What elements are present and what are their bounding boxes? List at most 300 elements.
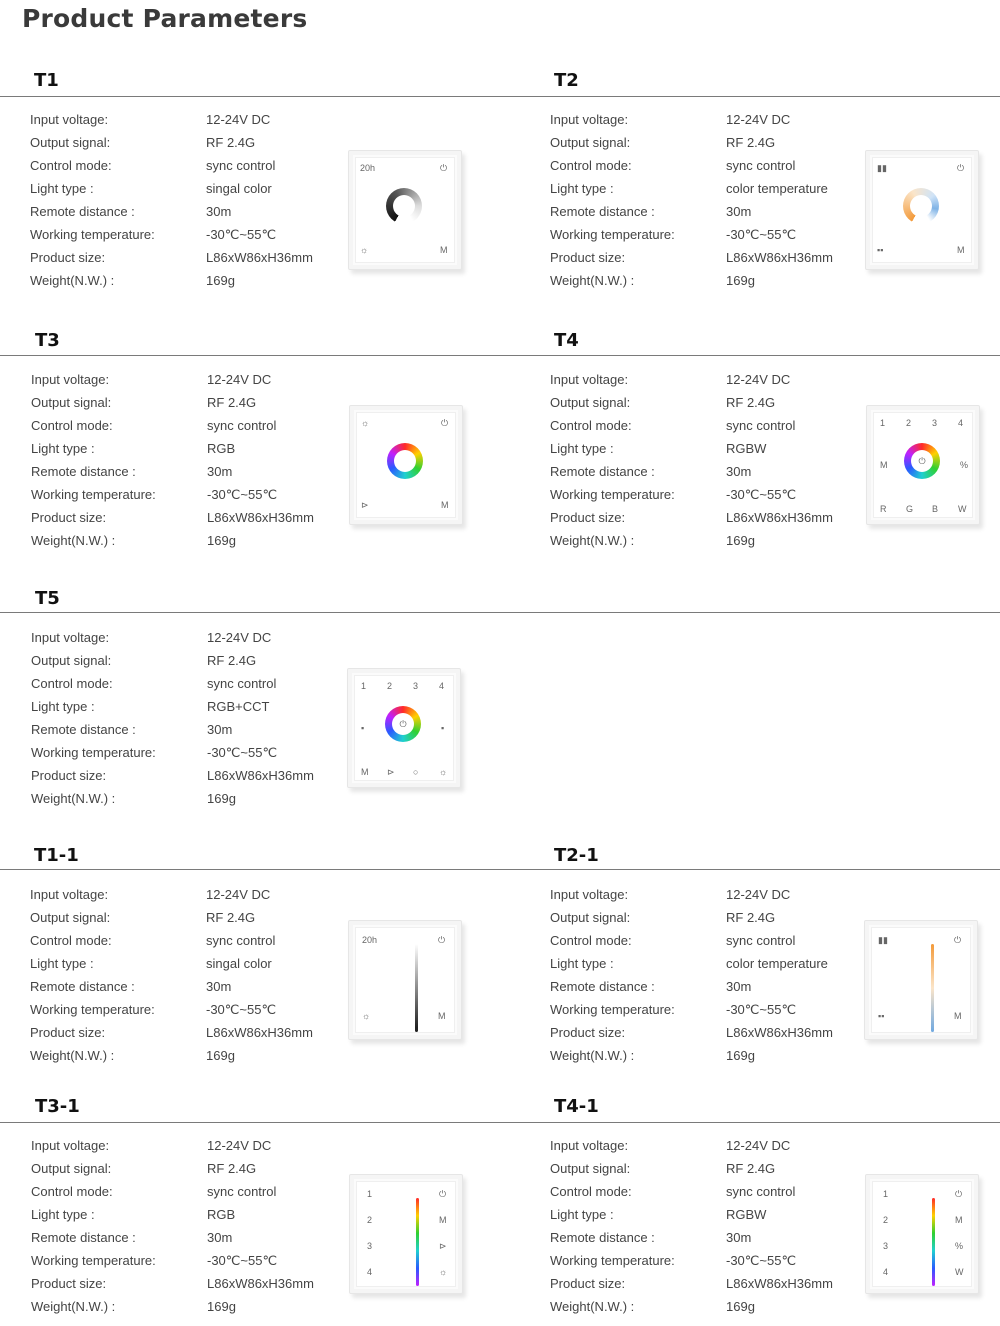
section-title: T5 xyxy=(35,588,60,609)
spec-label: Input voltage: xyxy=(550,372,629,387)
spec-row xyxy=(550,910,870,933)
spec-row xyxy=(30,1002,350,1025)
switch-panel-image xyxy=(865,1174,979,1294)
spec-row xyxy=(31,722,351,745)
spec-row xyxy=(30,956,350,979)
spec-value: 12-24V DC xyxy=(207,372,272,387)
spec-value: 12-24V DC xyxy=(726,887,791,902)
spec-value: sync control xyxy=(726,1184,796,1199)
mode-icon: M xyxy=(438,1011,446,1021)
spec-row xyxy=(31,395,351,418)
spec-row xyxy=(31,676,351,699)
panel-bottom-left-icon: ☼ xyxy=(360,245,369,255)
switch-panel-image xyxy=(866,405,980,525)
panel-top-left-icon: ▮▮ xyxy=(878,935,888,945)
spec-label: Output signal: xyxy=(31,653,112,668)
section-t5 xyxy=(31,588,501,818)
power-icon: ⏻ xyxy=(440,163,448,173)
spec-value: 169g xyxy=(207,533,236,548)
scene-key-icon: 4 xyxy=(958,418,964,428)
spec-value: L86xW86xH36mm xyxy=(726,1025,833,1040)
spec-label: Product size: xyxy=(550,250,626,265)
spec-value: 30m xyxy=(726,204,752,219)
spec-row xyxy=(550,1276,870,1299)
spec-list xyxy=(550,112,870,296)
section-title: T3 xyxy=(35,330,60,351)
spec-value: RF 2.4G xyxy=(206,910,256,925)
spec-label: Light type : xyxy=(30,956,94,971)
function-key-icon: M xyxy=(955,1215,963,1225)
spec-value: RGBW xyxy=(726,441,767,456)
spec-row xyxy=(550,510,870,533)
section-title: T1 xyxy=(34,70,59,91)
wheel-center xyxy=(394,450,416,472)
wheel-center: ⏻ xyxy=(392,713,414,735)
spec-value: RF 2.4G xyxy=(726,395,776,410)
spec-value: 169g xyxy=(206,273,235,288)
spec-value: L86xW86xH36mm xyxy=(726,510,833,525)
panel-face xyxy=(871,927,971,1033)
spec-label: Working temperature: xyxy=(550,227,675,242)
spec-label: Product size: xyxy=(550,1025,626,1040)
spec-row xyxy=(550,933,870,956)
spec-row xyxy=(550,1025,870,1048)
spec-value: 30m xyxy=(207,722,233,737)
mode-icon: M xyxy=(957,245,965,255)
switch-panel-image xyxy=(864,920,978,1040)
spec-row xyxy=(550,1048,870,1071)
spec-value: RF 2.4G xyxy=(726,1161,776,1176)
switch-panel-image xyxy=(349,1174,463,1294)
zone-key-icon: 1 xyxy=(367,1189,373,1199)
spec-label: Light type : xyxy=(550,441,614,456)
spec-label: Working temperature: xyxy=(31,487,156,502)
spec-row xyxy=(550,441,870,464)
spec-row xyxy=(31,791,351,814)
spec-label: Working temperature: xyxy=(31,1253,156,1268)
spec-row xyxy=(30,204,350,227)
spec-row xyxy=(550,204,870,227)
spec-row xyxy=(30,1048,350,1071)
spec-value: 12-24V DC xyxy=(207,1138,272,1153)
section-t4 xyxy=(550,330,1000,560)
spec-value: RF 2.4G xyxy=(206,135,256,150)
spec-label: Light type : xyxy=(31,441,95,456)
spec-label: Output signal: xyxy=(550,395,631,410)
spec-row xyxy=(31,1138,351,1161)
spec-label: Remote distance : xyxy=(550,979,655,994)
panel-face xyxy=(354,675,454,781)
spec-value: -30℃~55℃ xyxy=(726,227,797,242)
spec-value: 169g xyxy=(726,1048,755,1063)
spec-value: sync control xyxy=(207,1184,277,1199)
zone-key-icon: 4 xyxy=(367,1267,373,1277)
spec-label: Control mode: xyxy=(30,933,112,948)
section-title: T4-1 xyxy=(554,1096,599,1117)
switch-panel-image xyxy=(865,150,979,270)
spec-row xyxy=(550,112,870,135)
spec-value: 169g xyxy=(207,791,236,806)
spec-row xyxy=(31,372,351,395)
spec-label: Control mode: xyxy=(30,158,112,173)
spec-row xyxy=(31,464,351,487)
panel-bottom-key-icon: ⊳ xyxy=(387,767,395,777)
spec-row xyxy=(30,181,350,204)
spec-value: -30℃~55℃ xyxy=(207,1253,278,1268)
function-key-icon: W xyxy=(955,1267,964,1277)
power-icon: ⏻ xyxy=(957,163,965,173)
section-title: T2-1 xyxy=(554,845,599,866)
spec-label: Working temperature: xyxy=(550,487,675,502)
spec-row xyxy=(31,699,351,722)
spec-value: L86xW86xH36mm xyxy=(207,1276,314,1291)
function-key-icon: ⏻ xyxy=(955,1189,963,1199)
panel-bottom-key-icon: W xyxy=(958,504,967,514)
spec-row xyxy=(31,418,351,441)
spec-value: color temperature xyxy=(726,181,828,196)
spec-row xyxy=(31,1184,351,1207)
spec-row xyxy=(550,1138,870,1161)
spec-label: Working temperature: xyxy=(30,227,155,242)
spec-label: Remote distance : xyxy=(31,1230,136,1245)
spec-label: Weight(N.W.) : xyxy=(550,1048,635,1063)
panel-bottom-key-icon: ○ xyxy=(413,767,419,777)
spec-row xyxy=(31,745,351,768)
spec-list xyxy=(31,630,351,814)
spec-label: Remote distance : xyxy=(30,979,135,994)
spec-row xyxy=(30,933,350,956)
panel-bottom-left-icon: ▪▪ xyxy=(877,245,884,255)
section-t2 xyxy=(550,70,1000,300)
spec-label: Input voltage: xyxy=(550,112,629,127)
spec-row xyxy=(550,487,870,510)
spec-value: RF 2.4G xyxy=(726,910,776,925)
color-wheel xyxy=(386,188,422,224)
panel-left-key-icon: M xyxy=(880,460,888,470)
spec-row xyxy=(550,227,870,250)
spec-value: singal color xyxy=(206,181,272,196)
spec-row xyxy=(550,1253,870,1276)
spec-value: L86xW86xH36mm xyxy=(207,768,314,783)
color-wheel xyxy=(903,188,939,224)
spec-row xyxy=(550,158,870,181)
spec-label: Weight(N.W.) : xyxy=(550,273,635,288)
switch-panel-image xyxy=(348,150,462,270)
panel-bottom-key-icon: G xyxy=(906,504,914,514)
spec-row xyxy=(550,979,870,1002)
spec-label: Remote distance : xyxy=(550,1230,655,1245)
wheel-center: ⏻ xyxy=(911,450,933,472)
switch-panel-image xyxy=(347,668,461,788)
spec-value: L86xW86xH36mm xyxy=(726,250,833,265)
scene-key-icon: 1 xyxy=(880,418,886,428)
touch-slider-bar xyxy=(931,944,934,1032)
spec-label: Weight(N.W.) : xyxy=(30,273,115,288)
panel-bottom-left-icon: ☼ xyxy=(362,1011,371,1021)
spec-value: L86xW86xH36mm xyxy=(207,510,314,525)
panel-face xyxy=(355,157,455,263)
spec-value: 12-24V DC xyxy=(206,112,271,127)
spec-row xyxy=(31,653,351,676)
spec-row xyxy=(30,158,350,181)
spec-value: -30℃~55℃ xyxy=(726,487,797,502)
spec-value: 12-24V DC xyxy=(726,112,791,127)
section-t1-1 xyxy=(30,845,500,1075)
mode-icon: M xyxy=(954,1011,962,1021)
spec-label: Working temperature: xyxy=(30,1002,155,1017)
spec-value: 30m xyxy=(206,204,232,219)
spec-label: Light type : xyxy=(550,181,614,196)
spec-label: Control mode: xyxy=(550,1184,632,1199)
panel-face xyxy=(872,1181,972,1287)
spec-label: Output signal: xyxy=(31,395,112,410)
spec-value: 12-24V DC xyxy=(207,630,272,645)
scene-key-icon: 2 xyxy=(906,418,912,428)
section-title: T3-1 xyxy=(35,1096,80,1117)
spec-value: singal color xyxy=(206,956,272,971)
spec-value: 12-24V DC xyxy=(726,1138,791,1153)
spec-label: Working temperature: xyxy=(31,745,156,760)
section-t1 xyxy=(30,70,500,300)
zone-key-icon: 3 xyxy=(883,1241,889,1251)
section-t3-1 xyxy=(31,1096,501,1326)
function-key-icon: ⏻ xyxy=(439,1189,447,1199)
spec-label: Remote distance : xyxy=(550,464,655,479)
panel-bottom-key-icon: R xyxy=(880,504,887,514)
zone-key-icon: 2 xyxy=(883,1215,889,1225)
spec-label: Output signal: xyxy=(30,910,111,925)
spec-row xyxy=(31,1253,351,1276)
spec-row xyxy=(550,1299,870,1322)
spec-row xyxy=(550,250,870,273)
panel-top-left-icon: 20h xyxy=(362,935,378,945)
spec-label: Control mode: xyxy=(31,1184,113,1199)
spec-row xyxy=(31,533,351,556)
panel-face xyxy=(355,927,455,1033)
spec-value: RGBW xyxy=(726,1207,767,1222)
spec-label: Control mode: xyxy=(550,933,632,948)
spec-label: Output signal: xyxy=(550,910,631,925)
spec-list xyxy=(550,372,870,556)
spec-row xyxy=(31,1161,351,1184)
panel-face xyxy=(356,1181,456,1287)
spec-value: 169g xyxy=(206,1048,235,1063)
panel-left-key-icon: ▪ xyxy=(361,723,365,733)
spec-row xyxy=(31,1299,351,1322)
spec-row xyxy=(30,1025,350,1048)
wheel-center xyxy=(393,195,415,217)
spec-label: Remote distance : xyxy=(31,464,136,479)
panel-top-left-icon: ▮▮ xyxy=(877,163,887,173)
spec-label: Control mode: xyxy=(550,158,632,173)
spec-label: Product size: xyxy=(30,250,106,265)
spec-label: Working temperature: xyxy=(550,1253,675,1268)
zone-key-icon: 4 xyxy=(883,1267,889,1277)
spec-label: Weight(N.W.) : xyxy=(31,791,116,806)
spec-row xyxy=(30,250,350,273)
spec-list xyxy=(31,372,351,556)
function-key-icon: % xyxy=(955,1241,964,1251)
zone-key-icon: 1 xyxy=(883,1189,889,1199)
spec-value: -30℃~55℃ xyxy=(206,1002,277,1017)
panel-top-left-icon: 20h xyxy=(360,163,376,173)
spec-value: L86xW86xH36mm xyxy=(206,250,313,265)
spec-row xyxy=(31,510,351,533)
spec-row xyxy=(30,910,350,933)
spec-list xyxy=(550,1138,870,1322)
spec-label: Product size: xyxy=(31,768,107,783)
zone-key-icon: 3 xyxy=(367,1241,373,1251)
spec-label: Product size: xyxy=(31,1276,107,1291)
spec-label: Input voltage: xyxy=(550,1138,629,1153)
spec-label: Control mode: xyxy=(31,676,113,691)
section-t2-1 xyxy=(550,845,1000,1075)
spec-row xyxy=(31,1276,351,1299)
spec-value: 12-24V DC xyxy=(726,372,791,387)
spec-row xyxy=(550,395,870,418)
spec-row xyxy=(550,372,870,395)
section-title: T4 xyxy=(554,330,579,351)
panel-right-key-icon: ▪ xyxy=(441,723,445,733)
panel-face xyxy=(873,412,973,518)
panel-face xyxy=(872,157,972,263)
spec-row xyxy=(550,464,870,487)
spec-value: sync control xyxy=(206,158,276,173)
spec-value: color temperature xyxy=(726,956,828,971)
spec-label: Product size: xyxy=(550,510,626,525)
spec-value: -30℃~55℃ xyxy=(726,1253,797,1268)
spec-label: Light type : xyxy=(31,1207,95,1222)
color-wheel xyxy=(385,706,421,742)
spec-row xyxy=(31,441,351,464)
spec-value: RF 2.4G xyxy=(726,135,776,150)
color-wheel xyxy=(904,443,940,479)
panel-bottom-left-icon: ⊳ xyxy=(361,500,369,510)
spec-row xyxy=(550,1002,870,1025)
spec-row xyxy=(550,533,870,556)
spec-row xyxy=(31,630,351,653)
spec-value: L86xW86xH36mm xyxy=(206,1025,313,1040)
spec-row xyxy=(30,135,350,158)
spec-label: Output signal: xyxy=(30,135,111,150)
spec-label: Input voltage: xyxy=(31,630,110,645)
spec-value: sync control xyxy=(726,158,796,173)
spec-row xyxy=(30,112,350,135)
panel-bottom-key-icon: ☼ xyxy=(439,767,448,777)
section-t3 xyxy=(31,330,501,560)
touch-slider-bar xyxy=(416,1198,419,1286)
spec-value: RGB+CCT xyxy=(207,699,270,714)
spec-value: RF 2.4G xyxy=(207,653,257,668)
spec-row xyxy=(30,979,350,1002)
spec-label: Weight(N.W.) : xyxy=(550,1299,635,1314)
spec-row xyxy=(30,273,350,296)
scene-key-icon: 1 xyxy=(361,681,367,691)
page-title: Product Parameters xyxy=(22,4,308,33)
spec-value: sync control xyxy=(206,933,276,948)
spec-label: Control mode: xyxy=(31,418,113,433)
spec-label: Remote distance : xyxy=(31,722,136,737)
scene-key-icon: 3 xyxy=(932,418,938,428)
spec-label: Remote distance : xyxy=(550,204,655,219)
spec-label: Input voltage: xyxy=(30,887,109,902)
spec-label: Output signal: xyxy=(550,1161,631,1176)
spec-row xyxy=(31,1207,351,1230)
spec-value: 30m xyxy=(726,1230,752,1245)
spec-value: 169g xyxy=(726,1299,755,1314)
section-title: T1-1 xyxy=(34,845,79,866)
spec-label: Input voltage: xyxy=(31,372,110,387)
spec-label: Light type : xyxy=(31,699,95,714)
panel-right-key-icon: % xyxy=(960,460,969,470)
color-wheel xyxy=(387,443,423,479)
mode-icon: M xyxy=(440,245,448,255)
spec-label: Product size: xyxy=(550,1276,626,1291)
spec-row xyxy=(550,1207,870,1230)
section-t4-1 xyxy=(550,1096,1000,1326)
spec-list xyxy=(30,887,350,1071)
function-key-icon: ☼ xyxy=(439,1267,448,1277)
function-key-icon: ⊳ xyxy=(439,1241,447,1251)
spec-label: Product size: xyxy=(31,510,107,525)
scene-key-icon: 3 xyxy=(413,681,419,691)
spec-value: RGB xyxy=(207,441,236,456)
wheel-center xyxy=(910,195,932,217)
spec-row xyxy=(30,887,350,910)
spec-value: L86xW86xH36mm xyxy=(726,1276,833,1291)
spec-label: Output signal: xyxy=(550,135,631,150)
spec-value: -30℃~55℃ xyxy=(207,745,278,760)
spec-row xyxy=(550,273,870,296)
spec-value: 30m xyxy=(207,1230,233,1245)
spec-label: Input voltage: xyxy=(31,1138,110,1153)
spec-label: Weight(N.W.) : xyxy=(30,1048,115,1063)
panel-bottom-left-icon: ▪▪ xyxy=(878,1011,885,1021)
spec-row xyxy=(550,135,870,158)
spec-label: Light type : xyxy=(30,181,94,196)
spec-label: Remote distance : xyxy=(30,204,135,219)
spec-row xyxy=(550,956,870,979)
spec-label: Light type : xyxy=(550,1207,614,1222)
spec-label: Output signal: xyxy=(31,1161,112,1176)
spec-value: sync control xyxy=(726,933,796,948)
panel-top-left-icon: ☼ xyxy=(361,418,370,428)
spec-label: Input voltage: xyxy=(30,112,109,127)
scene-key-icon: 4 xyxy=(439,681,445,691)
scene-key-icon: 2 xyxy=(387,681,393,691)
spec-value: 30m xyxy=(726,979,752,994)
spec-value: 169g xyxy=(207,1299,236,1314)
spec-value: RF 2.4G xyxy=(207,1161,257,1176)
section-title: T2 xyxy=(554,70,579,91)
spec-list xyxy=(31,1138,351,1322)
spec-list xyxy=(550,887,870,1071)
spec-row xyxy=(550,1161,870,1184)
switch-panel-image xyxy=(349,405,463,525)
panel-bottom-key-icon: M xyxy=(361,767,369,777)
spec-value: 30m xyxy=(206,979,232,994)
spec-label: Input voltage: xyxy=(550,887,629,902)
spec-value: sync control xyxy=(207,418,277,433)
spec-value: RF 2.4G xyxy=(207,395,257,410)
function-key-icon: M xyxy=(439,1215,447,1225)
power-icon: ⏻ xyxy=(954,935,962,945)
panel-face xyxy=(356,412,456,518)
zone-key-icon: 2 xyxy=(367,1215,373,1225)
spec-label: Weight(N.W.) : xyxy=(31,533,116,548)
spec-row xyxy=(31,487,351,510)
spec-row xyxy=(550,1184,870,1207)
